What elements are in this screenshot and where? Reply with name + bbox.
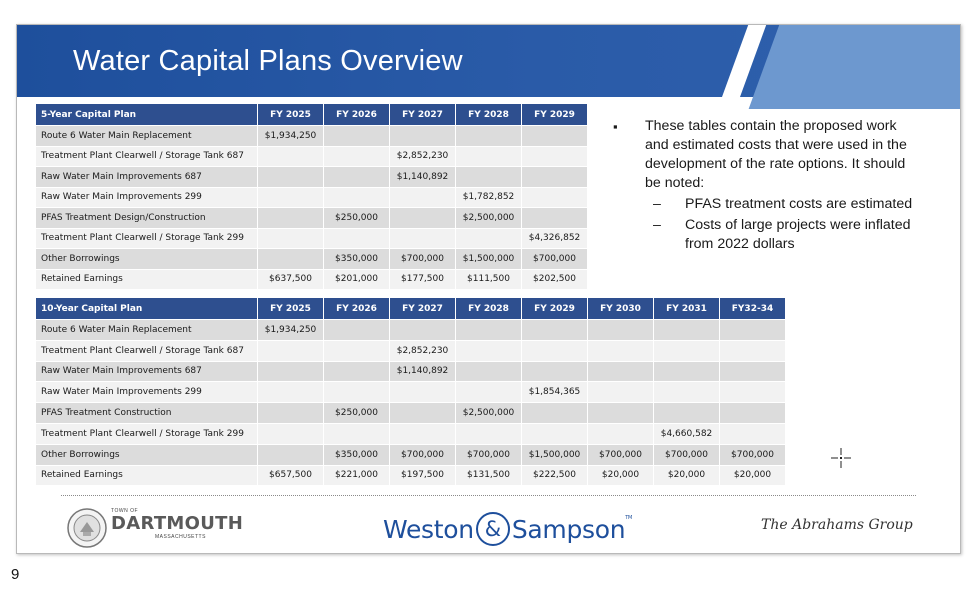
year-header: FY 2029 — [522, 104, 588, 126]
amount-cell — [324, 228, 390, 249]
amount-cell — [522, 126, 588, 147]
amount-cell — [258, 167, 324, 188]
amount-cell: $131,500 — [456, 465, 522, 486]
table-row — [36, 361, 786, 382]
weston-sampson-logo — [383, 511, 632, 547]
notes — [613, 117, 913, 254]
amount-cell — [324, 187, 390, 208]
footer-divider — [61, 495, 916, 496]
amount-cell — [654, 340, 720, 361]
table-row — [36, 320, 786, 341]
amount-cell: $2,852,230 — [390, 146, 456, 167]
amount-cell: $4,326,852 — [522, 228, 588, 249]
amount-cell: $700,000 — [720, 444, 786, 465]
project-name-cell: Retained Earnings — [36, 465, 258, 486]
amount-cell — [390, 423, 456, 444]
logo-sampson: Sampson — [511, 514, 626, 544]
amount-cell — [588, 320, 654, 341]
table-header-row — [36, 298, 786, 320]
amount-cell: $20,000 — [720, 465, 786, 486]
amount-cell: $637,500 — [258, 269, 324, 290]
amount-cell — [456, 361, 522, 382]
logo-weston: Weston — [383, 514, 474, 544]
project-name-cell: Other Borrowings — [36, 444, 258, 465]
project-name-cell: Treatment Plant Clearwell / Storage Tank 687 — [36, 340, 258, 361]
amount-cell — [258, 208, 324, 229]
bullet-icon: ▪ — [613, 119, 618, 134]
project-name-cell: Retained Earnings — [36, 269, 258, 290]
amount-cell — [720, 320, 786, 341]
amount-cell — [456, 228, 522, 249]
year-header: FY 2026 — [324, 298, 390, 320]
table-row — [36, 228, 588, 249]
amount-cell — [522, 320, 588, 341]
amount-cell: $350,000 — [324, 444, 390, 465]
amount-cell: $1,140,892 — [390, 167, 456, 188]
town-small-text: TOWN OF — [111, 508, 139, 514]
table-title-header: 5-Year Capital Plan — [36, 104, 258, 126]
amount-cell — [654, 403, 720, 424]
amount-cell: $1,500,000 — [522, 444, 588, 465]
amount-cell — [456, 146, 522, 167]
amount-cell — [390, 208, 456, 229]
year-header: FY 2028 — [456, 104, 522, 126]
amount-cell — [324, 361, 390, 382]
five-year-plan-table — [35, 103, 588, 290]
town-logo — [111, 508, 243, 540]
amount-cell: $1,500,000 — [456, 249, 522, 270]
project-name-cell: Route 6 Water Main Replacement — [36, 320, 258, 341]
amount-cell: $700,000 — [390, 249, 456, 270]
project-name-cell: Treatment Plant Clearwell / Storage Tank 687 — [36, 146, 258, 167]
table-row — [36, 208, 588, 229]
amount-cell — [522, 423, 588, 444]
table-row — [36, 340, 786, 361]
amount-cell — [522, 146, 588, 167]
amount-cell: $700,000 — [588, 444, 654, 465]
amount-cell — [522, 361, 588, 382]
amount-cell — [390, 320, 456, 341]
amount-cell: $700,000 — [390, 444, 456, 465]
amount-cell — [390, 187, 456, 208]
amount-cell — [720, 361, 786, 382]
town-seal-icon — [67, 508, 107, 548]
amount-cell — [588, 361, 654, 382]
project-name-cell: Treatment Plant Clearwell / Storage Tank 299 — [36, 423, 258, 444]
logo-ampersand: & — [476, 512, 510, 546]
page-number: 9 — [11, 566, 20, 583]
notes-sub-text: PFAS treatment costs are estimated — [685, 196, 913, 212]
town-name: DARTMOUTH — [111, 513, 244, 534]
amount-cell — [522, 167, 588, 188]
table-row — [36, 249, 588, 270]
amount-cell — [654, 320, 720, 341]
project-name-cell: Treatment Plant Clearwell / Storage Tank 299 — [36, 228, 258, 249]
slide — [16, 24, 961, 554]
amount-cell: $20,000 — [654, 465, 720, 486]
amount-cell — [258, 146, 324, 167]
amount-cell: $201,000 — [324, 269, 390, 290]
amount-cell: $2,500,000 — [456, 208, 522, 229]
amount-cell — [258, 340, 324, 361]
amount-cell: $20,000 — [588, 465, 654, 486]
table-title-header: 10-Year Capital Plan — [36, 298, 258, 320]
table-row — [36, 444, 786, 465]
amount-cell — [324, 126, 390, 147]
project-name-cell: Raw Water Main Improvements 687 — [36, 167, 258, 188]
amount-cell: $2,852,230 — [390, 340, 456, 361]
amount-cell — [258, 249, 324, 270]
project-name-cell: Other Borrowings — [36, 249, 258, 270]
table-row — [36, 187, 588, 208]
amount-cell — [324, 167, 390, 188]
amount-cell — [456, 126, 522, 147]
amount-cell — [522, 187, 588, 208]
amount-cell: $111,500 — [456, 269, 522, 290]
table-row — [36, 269, 588, 290]
amount-cell — [588, 340, 654, 361]
year-header: FY 2028 — [456, 298, 522, 320]
year-header: FY 2030 — [588, 298, 654, 320]
amount-cell — [390, 382, 456, 403]
amount-cell — [258, 187, 324, 208]
amount-cell: $250,000 — [324, 403, 390, 424]
amount-cell — [654, 382, 720, 403]
amount-cell: $202,500 — [522, 269, 588, 290]
amount-cell: $1,782,852 — [456, 187, 522, 208]
notes-main-text: These tables contain the proposed work and estimated costs that were used in the development of the rate options. It should be noted: — [645, 118, 907, 191]
slide-title: Water Capital Plans Overview — [73, 45, 463, 77]
crosshair-cursor-icon — [830, 447, 852, 469]
year-header: FY 2031 — [654, 298, 720, 320]
amount-cell — [258, 403, 324, 424]
ten-year-plan-table — [35, 297, 786, 486]
amount-cell — [324, 423, 390, 444]
amount-cell — [456, 340, 522, 361]
amount-cell: $2,500,000 — [456, 403, 522, 424]
amount-cell — [390, 403, 456, 424]
amount-cell — [258, 444, 324, 465]
amount-cell — [456, 382, 522, 403]
notes-sub-item — [653, 195, 913, 214]
title-bar — [17, 25, 961, 97]
dash-icon: – — [653, 217, 661, 233]
table-row — [36, 403, 786, 424]
amount-cell: $700,000 — [456, 444, 522, 465]
amount-cell — [522, 208, 588, 229]
year-header: FY32-34 — [720, 298, 786, 320]
amount-cell — [258, 382, 324, 403]
amount-cell — [720, 340, 786, 361]
amount-cell — [720, 403, 786, 424]
abrahams-group-logo: The Abrahams Group — [761, 517, 913, 533]
amount-cell — [720, 423, 786, 444]
amount-cell: $4,660,582 — [654, 423, 720, 444]
table-row — [36, 423, 786, 444]
amount-cell: $1,140,892 — [390, 361, 456, 382]
project-name-cell: Raw Water Main Improvements 299 — [36, 382, 258, 403]
project-name-cell: PFAS Treatment Design/Construction — [36, 208, 258, 229]
amount-cell: $1,934,250 — [258, 126, 324, 147]
amount-cell — [588, 403, 654, 424]
dash-icon: – — [653, 196, 661, 212]
amount-cell: $350,000 — [324, 249, 390, 270]
notes-sub-text: Costs of large projects were inflated from 2022 dollars — [685, 217, 911, 252]
amount-cell: $700,000 — [654, 444, 720, 465]
amount-cell — [522, 403, 588, 424]
amount-cell — [324, 146, 390, 167]
amount-cell — [390, 126, 456, 147]
amount-cell: $197,500 — [390, 465, 456, 486]
amount-cell — [324, 382, 390, 403]
amount-cell — [654, 361, 720, 382]
project-name-cell: Route 6 Water Main Replacement — [36, 126, 258, 147]
table-header-row — [36, 104, 588, 126]
amount-cell — [258, 228, 324, 249]
amount-cell: $1,934,250 — [258, 320, 324, 341]
amount-cell: $177,500 — [390, 269, 456, 290]
project-name-cell: Raw Water Main Improvements 687 — [36, 361, 258, 382]
table-row — [36, 146, 588, 167]
logo-trademark: TM — [625, 515, 633, 521]
amount-cell — [258, 361, 324, 382]
amount-cell: $1,854,365 — [522, 382, 588, 403]
project-name-cell: Raw Water Main Improvements 299 — [36, 187, 258, 208]
amount-cell — [588, 423, 654, 444]
amount-cell: $222,500 — [522, 465, 588, 486]
amount-cell: $700,000 — [522, 249, 588, 270]
amount-cell — [720, 382, 786, 403]
title-accent-panel — [749, 24, 961, 109]
amount-cell — [258, 423, 324, 444]
amount-cell — [522, 340, 588, 361]
amount-cell — [390, 228, 456, 249]
year-header: FY 2025 — [258, 104, 324, 126]
amount-cell — [324, 340, 390, 361]
table-row — [36, 167, 588, 188]
amount-cell — [456, 423, 522, 444]
year-header: FY 2027 — [390, 104, 456, 126]
amount-cell: $657,500 — [258, 465, 324, 486]
year-header: FY 2026 — [324, 104, 390, 126]
amount-cell — [456, 167, 522, 188]
year-header: FY 2025 — [258, 298, 324, 320]
amount-cell — [588, 382, 654, 403]
amount-cell — [456, 320, 522, 341]
year-header: FY 2027 — [390, 298, 456, 320]
amount-cell — [324, 320, 390, 341]
table-row — [36, 382, 786, 403]
notes-sub-item — [653, 216, 913, 254]
project-name-cell: PFAS Treatment Construction — [36, 403, 258, 424]
table-row — [36, 126, 588, 147]
town-state-text: MASSACHUSETTS — [155, 534, 206, 540]
year-header: FY 2029 — [522, 298, 588, 320]
table-row — [36, 465, 786, 486]
amount-cell: $221,000 — [324, 465, 390, 486]
amount-cell: $250,000 — [324, 208, 390, 229]
